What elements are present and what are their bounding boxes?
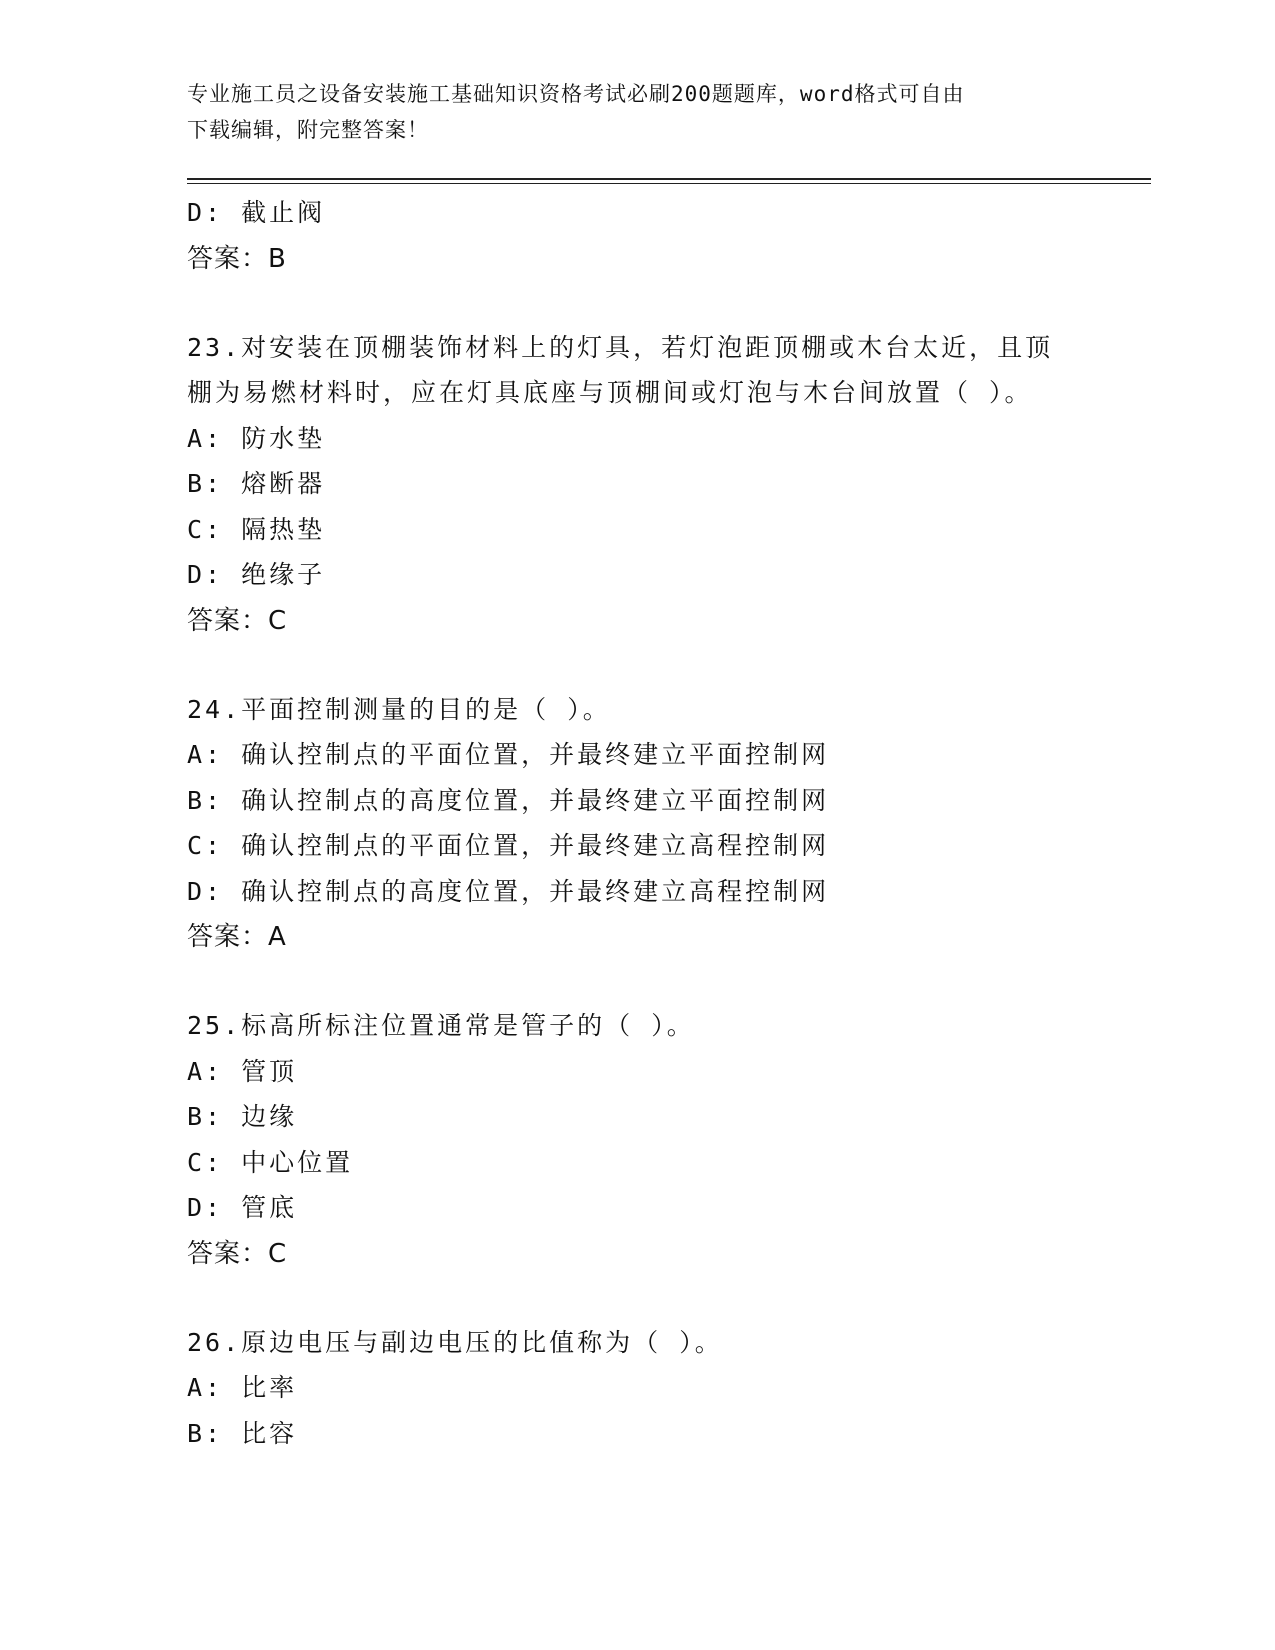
option-d: D: 截止阀 [187, 198, 326, 227]
spacer [187, 644, 1087, 687]
question-23 [187, 325, 1087, 644]
option-c: C: 中心位置 [187, 1147, 354, 1177]
header-divider-thin [187, 183, 1151, 184]
option-a: A: 比率 [187, 1373, 298, 1402]
option-a: A: 防水垫 [187, 423, 326, 453]
option-d: D: 绝缘子 [187, 560, 326, 589]
question-text: 25.标高所标注位置通常是管子的（ ）。 [187, 1011, 695, 1040]
option-c: C: 确认控制点的平面位置，并最终建立高程控制网 [187, 831, 830, 860]
spacer [187, 1277, 1087, 1320]
option-b: B: 确认控制点的高度位置，并最终建立平面控制网 [187, 785, 830, 815]
question-text-line-1: 23.对安装在顶棚装饰材料上的灯具，若灯泡距顶棚或木台太近，且顶 [187, 332, 1054, 362]
question-25 [187, 1003, 1087, 1277]
spacer [187, 282, 1087, 325]
option-b: B: 边缘 [187, 1102, 298, 1131]
question-text: 24.平面控制测量的目的是（ ）。 [187, 694, 611, 724]
answer: 答案：A [187, 922, 287, 952]
answer: 答案：B [187, 243, 287, 274]
question-22-tail [187, 190, 1087, 282]
header-divider-thick [187, 178, 1151, 180]
option-a: A: 管顶 [187, 1056, 298, 1086]
spacer [187, 960, 1087, 1003]
question-list [187, 190, 1087, 1456]
question-text-line-2: 棚为易燃材料时，应在灯具底座与顶棚间或灯泡与木台间放置（ ）。 [187, 378, 1033, 407]
header-line-1: 专业施工员之设备安装施工基础知识资格考试必刷200题题库，word格式可自由 [187, 82, 965, 106]
option-a: A: 确认控制点的平面位置，并最终建立平面控制网 [187, 740, 830, 769]
option-b: B: 比容 [187, 1418, 298, 1448]
option-c: C: 隔热垫 [187, 514, 326, 544]
header-line-2: 下载编辑，附完整答案！ [187, 118, 429, 142]
option-d: D: 确认控制点的高度位置，并最终建立高程控制网 [187, 876, 830, 906]
option-d: D: 管底 [187, 1193, 298, 1222]
answer: 答案：C [187, 605, 288, 636]
question-text: 26.原边电压与副边电压的比值称为（ ）。 [187, 1327, 723, 1357]
answer: 答案：C [187, 1238, 288, 1269]
option-b: B: 熔断器 [187, 469, 326, 498]
question-24 [187, 687, 1087, 961]
document-header [187, 76, 1067, 148]
question-26 [187, 1320, 1087, 1457]
